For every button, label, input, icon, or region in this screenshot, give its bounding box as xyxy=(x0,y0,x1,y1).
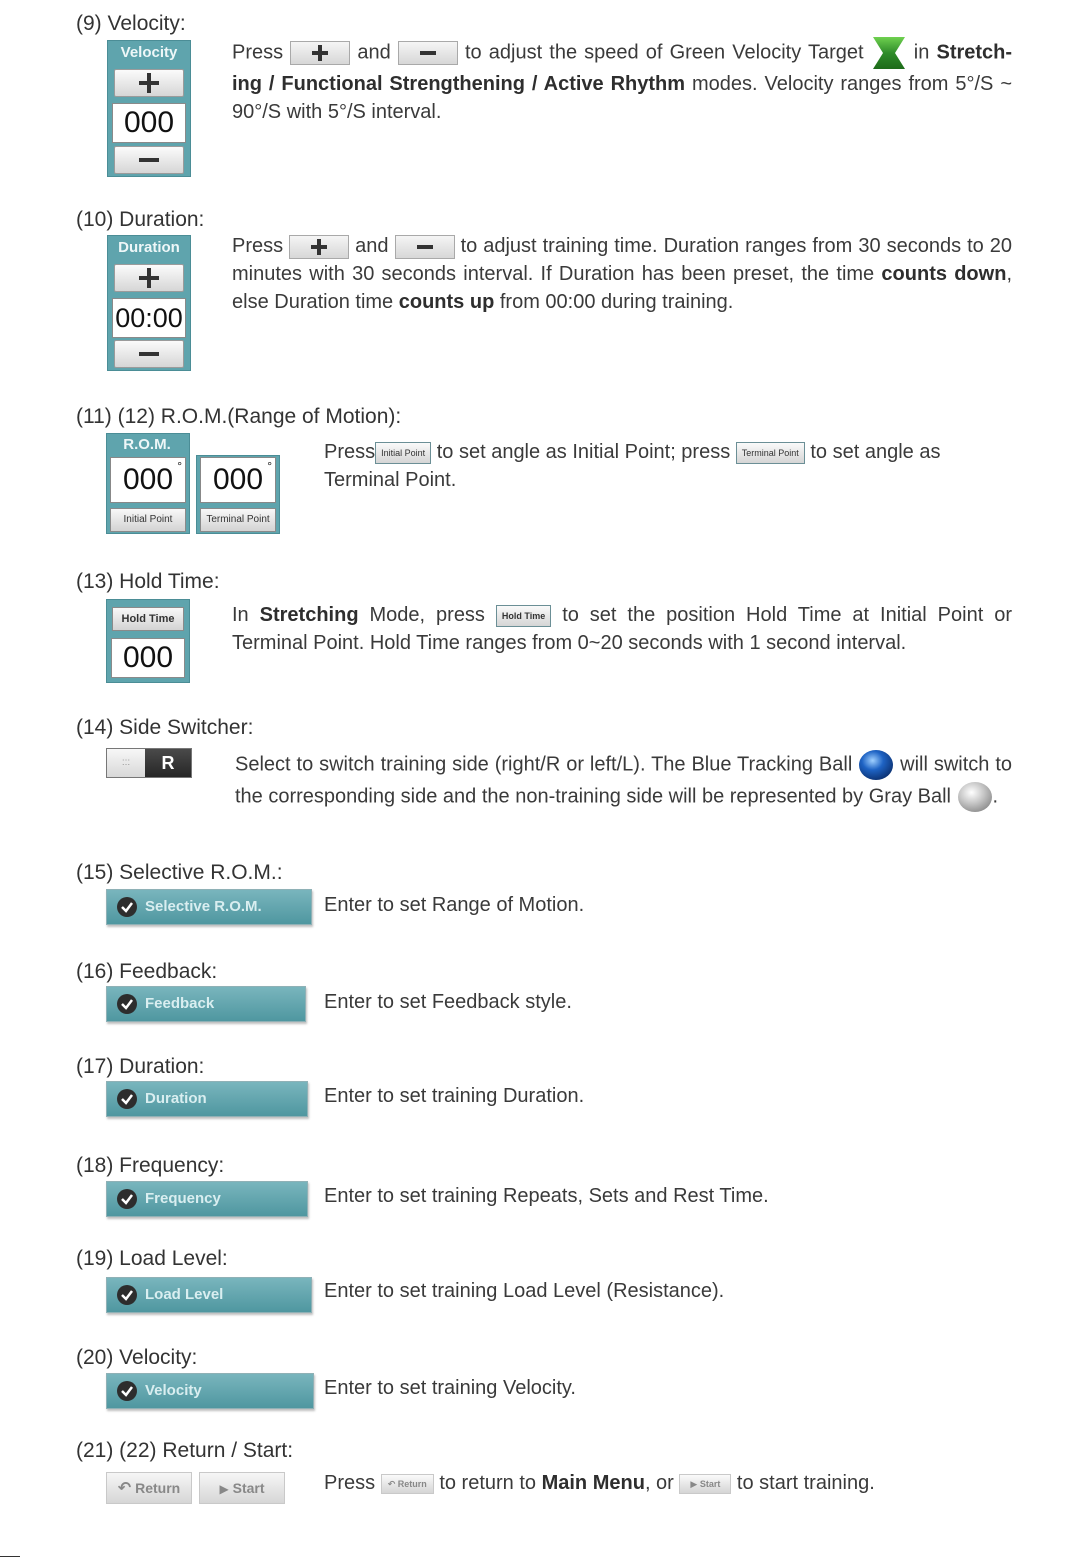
degree-symbol: ° xyxy=(267,459,272,473)
desc-bold: Stretching xyxy=(259,604,359,626)
desc-text: and xyxy=(355,235,389,257)
desc-text: to start training. xyxy=(736,1472,875,1494)
plus-icon xyxy=(312,45,328,61)
section-heading-return-start: (21) (22) Return / Start: xyxy=(76,1439,294,1462)
return-icon: ↶ xyxy=(117,1480,132,1497)
plus-icon xyxy=(311,239,327,255)
duration-menu-description: Enter to set training Duration. xyxy=(324,1085,585,1107)
desc-text: Mode, press xyxy=(369,604,485,626)
initial-point-button[interactable]: Initial Point xyxy=(110,508,186,532)
desc-text: Press xyxy=(324,441,376,463)
inline-return-button xyxy=(381,1474,434,1494)
desc-text: Press xyxy=(232,41,284,64)
desc-text: . xyxy=(992,785,999,808)
selective-rom-button-label: Selective R.O.M. xyxy=(145,898,262,915)
load-level-button[interactable] xyxy=(106,1277,312,1313)
rom-description xyxy=(324,438,1014,494)
desc-text: in xyxy=(913,41,930,64)
section-heading-rom: (11) (12) R.O.M.(Range of Motion): xyxy=(76,405,402,428)
duration-plus-button[interactable] xyxy=(114,264,184,292)
load-level-button-label: Load Level xyxy=(145,1286,224,1303)
plus-icon xyxy=(139,73,159,93)
desc-text: Press xyxy=(324,1472,376,1494)
desc-text: , or xyxy=(644,1472,674,1494)
duration-panel xyxy=(107,235,191,371)
section-heading-frequency: (18) Frequency: xyxy=(76,1154,225,1177)
velocity-menu-button[interactable] xyxy=(106,1373,314,1409)
section-heading-duration-17: (17) Duration: xyxy=(76,1055,205,1078)
inline-plus-button xyxy=(289,235,349,259)
desc-text: and xyxy=(357,41,391,64)
feedback-description: Enter to set Feedback style. xyxy=(324,991,572,1013)
inline-terminal-point-button: Terminal Point xyxy=(736,442,805,464)
feedback-button[interactable] xyxy=(106,986,306,1022)
desc-text: , else Duration time xyxy=(232,263,1012,313)
rom-initial-number: 000 xyxy=(122,463,174,496)
velocity-panel xyxy=(107,40,191,177)
return-button-label: Return xyxy=(135,1480,181,1496)
section-heading-load-level: (19) Load Level: xyxy=(76,1247,228,1270)
start-button-label: Start xyxy=(232,1480,265,1496)
minus-icon xyxy=(420,45,436,61)
velocity-description xyxy=(232,36,1012,126)
inline-start-label: Start xyxy=(699,1478,721,1489)
velocity-panel-title: Velocity xyxy=(120,44,178,61)
velocity-minus-button[interactable] xyxy=(114,146,184,174)
check-icon xyxy=(116,1380,138,1402)
selective-rom-button[interactable] xyxy=(106,889,312,925)
inline-return-label: Return xyxy=(397,1478,427,1489)
desc-text: will switch to the corresponding side and the non-training side will be represented by Gray Ball xyxy=(235,753,1013,808)
side-switcher-description xyxy=(235,749,1012,813)
rom-terminal-value xyxy=(200,457,276,503)
check-icon xyxy=(116,1284,138,1306)
inline-plus-button xyxy=(290,41,350,65)
play-icon: ▶ xyxy=(219,1482,229,1496)
minus-icon xyxy=(139,344,159,364)
duration-menu-button[interactable] xyxy=(106,1081,308,1117)
switch-side-label: R xyxy=(145,749,191,777)
return-button[interactable] xyxy=(106,1472,192,1504)
section-heading-duration-10: (10) Duration: xyxy=(76,208,205,231)
inline-minus-button xyxy=(398,41,458,65)
load-level-description: Enter to set training Load Level (Resistance). xyxy=(324,1280,725,1302)
section-heading-feedback: (16) Feedback: xyxy=(76,960,218,983)
desc-text: In xyxy=(232,604,249,626)
section-heading-side-switcher: (14) Side Switcher: xyxy=(76,716,254,739)
desc-text: from 00:00 during training. xyxy=(499,291,734,313)
hold-time-panel xyxy=(106,599,190,683)
footer-rule xyxy=(0,1556,20,1557)
selective-rom-description: Enter to set Range of Motion. xyxy=(324,894,585,916)
return-start-description xyxy=(324,1469,1024,1497)
duration-value: 00:00 xyxy=(112,298,186,338)
minus-icon xyxy=(417,239,433,255)
inline-minus-button xyxy=(395,235,455,259)
play-icon: ▶ xyxy=(690,1478,698,1489)
rom-initial-value xyxy=(110,457,186,503)
start-button[interactable] xyxy=(199,1472,285,1504)
velocity-menu-description: Enter to set training Velocity. xyxy=(324,1377,576,1399)
switch-grip: ::: xyxy=(107,749,145,777)
section-heading-velocity-9: (9) Velocity: xyxy=(76,12,186,35)
velocity-plus-button[interactable] xyxy=(114,69,184,97)
desc-bold: Stretch-ing / Functional Strengthening / Active Rhythm xyxy=(232,41,1013,95)
desc-text: to set the position Hold Time at Initial Point or Terminal Point. Hold Time ranges from 0~20 seconds with 1 second interval. xyxy=(232,604,1012,654)
duration-panel-title: Duration xyxy=(118,239,180,256)
desc-text: to return to xyxy=(439,1472,537,1494)
rom-panel xyxy=(106,433,278,532)
desc-bold: Main Menu xyxy=(541,1472,645,1494)
inline-start-button xyxy=(679,1474,731,1494)
gray-ball-icon xyxy=(957,781,993,813)
return-start-group xyxy=(106,1472,286,1504)
desc-text: to adjust the speed of Green Velocity Target xyxy=(465,41,864,64)
desc-text: modes. Velocity ranges from 5°/S ~ 90°/S with 5°/S interval. xyxy=(232,73,1012,123)
hold-time-button[interactable]: Hold Time xyxy=(112,607,184,631)
duration-button-label: Duration xyxy=(145,1090,207,1107)
check-icon xyxy=(116,896,138,918)
check-icon xyxy=(116,1088,138,1110)
return-icon: ↶ xyxy=(387,1478,396,1489)
rom-terminal-number: 000 xyxy=(212,463,264,496)
check-icon xyxy=(116,1188,138,1210)
desc-text: Select to switch training side (right/R or left/L). The Blue Tracking Ball xyxy=(235,753,853,776)
inline-hold-time-button: Hold Time xyxy=(496,605,551,627)
frequency-description: Enter to set training Repeats, Sets and Rest Time. xyxy=(324,1185,769,1207)
check-icon xyxy=(116,993,138,1015)
desc-text: to adjust training time. Duration ranges from 30 seconds to 20 minutes with 30 seconds interval. If Duration has been preset, the time xyxy=(232,235,1013,285)
duration-description xyxy=(232,232,1012,316)
frequency-button[interactable] xyxy=(106,1181,308,1217)
inline-initial-point-button: Initial Point xyxy=(375,442,431,464)
section-heading-velocity-20: (20) Velocity: xyxy=(76,1346,198,1369)
velocity-value: 000 xyxy=(112,103,186,143)
degree-symbol: ° xyxy=(177,459,182,473)
section-heading-selective-rom: (15) Selective R.O.M.: xyxy=(76,861,283,884)
duration-minus-button[interactable] xyxy=(114,340,184,368)
hold-time-value: 000 xyxy=(111,638,185,678)
desc-text: to set angle as Terminal Point. xyxy=(324,441,941,491)
desc-text: Press xyxy=(232,235,284,257)
side-switcher-toggle[interactable] xyxy=(106,748,192,778)
rom-panel-title: R.O.M. xyxy=(123,436,171,453)
terminal-point-button[interactable]: Terminal Point xyxy=(200,508,276,532)
velocity-button-label: Velocity xyxy=(145,1382,202,1399)
green-velocity-target-icon xyxy=(871,36,907,70)
desc-bold: counts down xyxy=(881,263,1007,285)
desc-text: to set angle as Initial Point; press xyxy=(436,441,731,463)
desc-bold: counts up xyxy=(398,291,495,313)
hold-time-description xyxy=(232,601,1012,657)
minus-icon xyxy=(139,150,159,170)
blue-tracking-ball-icon xyxy=(858,749,894,781)
frequency-button-label: Frequency xyxy=(145,1190,221,1207)
section-heading-hold-time: (13) Hold Time: xyxy=(76,570,220,593)
plus-icon xyxy=(139,268,159,288)
feedback-button-label: Feedback xyxy=(145,995,215,1012)
